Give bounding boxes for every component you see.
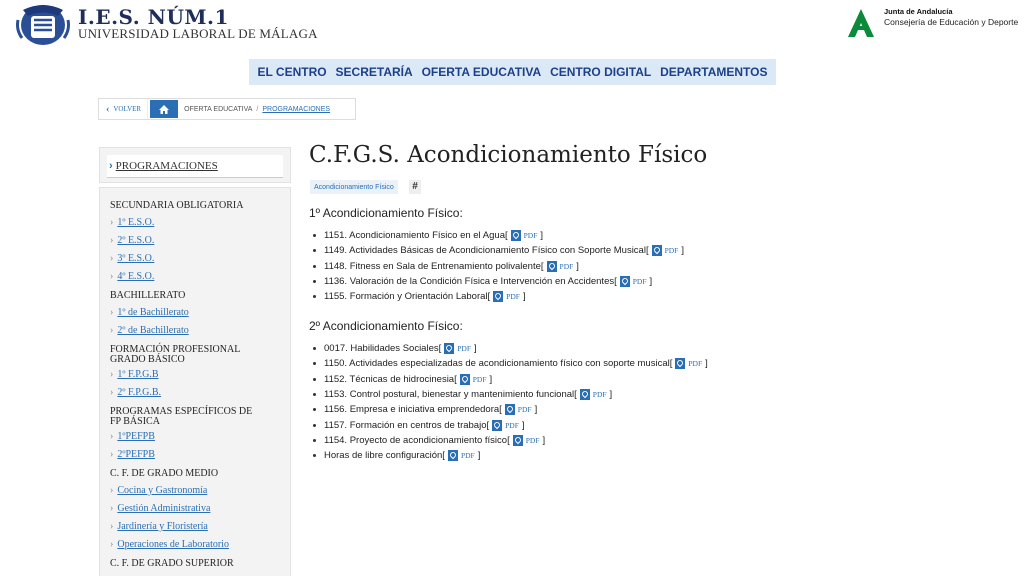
sidebar-header xyxy=(99,147,291,183)
sidebar-link[interactable] xyxy=(110,449,155,460)
bracket: [ xyxy=(669,358,673,370)
pdf-label: PDF xyxy=(460,451,475,461)
nav-departamentos[interactable]: DEPARTAMENTOS xyxy=(660,65,768,79)
nav-oferta-educativa[interactable]: OFERTA EDUCATIVA xyxy=(421,65,542,79)
sidebar-section-heading: BACHILLERATO xyxy=(110,290,186,301)
site-subtitle[interactable]: UNIVERSIDAD LABORAL DE MÁLAGA xyxy=(78,26,318,41)
bracket: ] xyxy=(681,245,684,257)
pdf-label: PDF xyxy=(525,435,540,445)
module-item xyxy=(313,402,708,417)
module-name: 1148. Fitness en Sala de Entrenamiento polivalente xyxy=(324,260,541,272)
breadcrumb-programaciones[interactable]: PROGRAMACIONES xyxy=(262,105,331,113)
module-name: 1136. Valoración de la Condición Física e Intervención en Accidentes xyxy=(324,276,615,288)
pdf-link[interactable] xyxy=(492,420,519,431)
sidebar-link[interactable] xyxy=(110,307,189,318)
nav-centro-digital[interactable]: CENTRO DIGITAL xyxy=(550,65,652,79)
sidebar-link[interactable] xyxy=(110,503,210,514)
bracket: [ xyxy=(438,343,442,355)
pdf-icon xyxy=(513,435,523,446)
pdf-link[interactable] xyxy=(493,291,520,302)
sidebar-section-heading: SECUNDARIA OBLIGATORIA xyxy=(110,200,244,211)
bracket: [ xyxy=(507,434,510,446)
bracket: [ xyxy=(442,450,445,462)
sidebar-link-label: 1º de Bachillerato xyxy=(117,307,189,318)
bullet xyxy=(313,362,316,365)
bracket: ] xyxy=(474,343,477,355)
pdf-icon xyxy=(493,291,503,302)
bracket: ] xyxy=(576,260,579,272)
pdf-label: PDF xyxy=(517,405,532,415)
bullet xyxy=(313,265,316,268)
sidebar-link[interactable] xyxy=(110,325,189,336)
bracket: [ xyxy=(614,276,617,288)
chevron-right-icon: › xyxy=(110,521,114,532)
bracket: ] xyxy=(542,434,546,446)
bullet xyxy=(313,454,316,457)
sidebar-link-label: 2º F.P.G.B. xyxy=(117,387,162,398)
sidebar-link[interactable] xyxy=(110,253,154,264)
hash-tag-button[interactable]: # xyxy=(409,180,421,194)
pdf-link[interactable] xyxy=(513,435,540,446)
sidebar-link[interactable] xyxy=(110,521,208,532)
bracket: ] xyxy=(705,358,708,370)
bullet xyxy=(313,439,316,442)
module-name: 1153. Control postural, bienestar y mantenimiento funcional xyxy=(324,389,575,401)
module-name: 1156. Empresa e iniciativa emprendedora xyxy=(324,404,500,416)
sidebar-link-label: 4º E.S.O. xyxy=(117,271,155,282)
pdf-link[interactable] xyxy=(444,343,471,354)
pdf-link[interactable] xyxy=(580,389,607,400)
chevron-right-icon: › xyxy=(109,160,113,172)
pdf-link[interactable] xyxy=(547,261,574,272)
sidebar-section-heading: PROGRAMAS ESPECÍFICOS DE FP BÁSICA xyxy=(110,406,253,427)
junta-name: Junta de Andalucía xyxy=(884,7,953,16)
bracket: ] xyxy=(489,373,493,385)
pdf-link[interactable] xyxy=(505,404,532,415)
sidebar-link-label: 1ºPEFPB xyxy=(117,431,155,442)
bracket: ] xyxy=(521,419,525,431)
pdf-icon xyxy=(492,420,502,431)
module-item xyxy=(313,259,684,274)
breadcrumb-separator: / xyxy=(256,105,259,113)
chevron-right-icon: › xyxy=(110,431,114,442)
junta-department: Consejería de Educación y Deporte xyxy=(884,17,1019,27)
module-item xyxy=(313,243,684,258)
sidebar-programaciones-link[interactable]: › PROGRAMACIONES xyxy=(107,155,283,178)
chevron-right-icon: › xyxy=(110,503,114,514)
module-item xyxy=(313,341,708,356)
bracket: ] xyxy=(534,404,538,416)
pdf-label: PDF xyxy=(472,374,487,384)
chevron-right-icon: › xyxy=(110,307,114,318)
pdf-label: PDF xyxy=(632,277,647,287)
bracket: [ xyxy=(645,245,649,257)
section-title: 2º Acondicionamiento Físico: xyxy=(309,319,463,333)
pdf-label: PDF xyxy=(688,359,703,369)
pdf-icon xyxy=(448,450,458,461)
sidebar-link-label: Cocina y Gastronomía xyxy=(117,485,208,496)
module-list xyxy=(313,341,708,463)
sidebar-link-label: 3º E.S.O. xyxy=(117,253,155,264)
sidebar-link[interactable] xyxy=(110,235,154,246)
bracket: [ xyxy=(540,260,544,272)
breadcrumb-oferta[interactable]: OFERTA EDUCATIVA xyxy=(184,105,253,113)
bracket: [ xyxy=(574,389,577,401)
sidebar-section-heading: FORMACIÓN PROFESIONAL GRADO BÁSICO xyxy=(110,344,240,365)
module-name: 1150. Actividades especializadas de acondicionamiento físico con soporte musical xyxy=(324,358,670,370)
bracket: ] xyxy=(609,389,613,401)
pdf-icon xyxy=(444,343,454,354)
bracket: [ xyxy=(454,373,457,385)
chevron-right-icon: › xyxy=(110,539,114,550)
pdf-link[interactable] xyxy=(652,245,679,256)
sidebar-link[interactable] xyxy=(110,539,229,550)
pdf-icon xyxy=(652,245,662,256)
site-title[interactable]: I.E.S. NÚM.1 xyxy=(78,5,229,29)
module-item xyxy=(313,448,708,463)
sidebar-link-label: Operaciones de Laboratorio xyxy=(117,539,229,550)
chevron-right-icon: › xyxy=(110,271,114,282)
sidebar-link-label: 1º E.S.O. xyxy=(117,217,155,228)
pdf-link[interactable] xyxy=(448,450,475,461)
bracket: [ xyxy=(504,230,508,242)
pdf-link[interactable] xyxy=(620,276,647,287)
sidebar-link[interactable] xyxy=(110,271,154,282)
bullet xyxy=(313,378,316,381)
sidebar-link-label: 1º F.P.G.B xyxy=(117,369,159,380)
pdf-label: PDF xyxy=(523,231,538,241)
bracket: [ xyxy=(486,419,490,431)
pdf-label: PDF xyxy=(592,390,607,400)
module-list xyxy=(313,228,684,304)
chevron-right-icon: › xyxy=(110,325,114,336)
chevron-right-icon: › xyxy=(110,449,114,460)
pdf-label: PDF xyxy=(457,344,472,354)
chevron-right-icon: › xyxy=(110,217,114,228)
nav-el-centro[interactable]: EL CENTRO xyxy=(257,65,327,79)
chevron-left-icon: ‹ xyxy=(106,103,110,115)
sidebar-link-label: Jardinería y Floristería xyxy=(117,521,208,532)
pdf-icon xyxy=(460,374,470,385)
bracket: ] xyxy=(477,450,481,462)
chevron-right-icon: › xyxy=(110,369,114,380)
junta-andalucia-logo-icon[interactable] xyxy=(846,8,876,38)
pdf-icon xyxy=(505,404,515,415)
chevron-right-icon: › xyxy=(110,485,114,496)
pdf-icon xyxy=(511,230,521,241)
module-name: 1157. Formación en centros de trabajo xyxy=(324,419,487,431)
sidebar-link[interactable] xyxy=(110,485,207,496)
module-name: 1149. Actividades Básicas de Acondicionamiento Físico con Soporte Musical xyxy=(324,245,646,257)
bullet xyxy=(313,234,316,237)
main-nav xyxy=(249,59,776,85)
module-item xyxy=(313,274,684,289)
bracket: ] xyxy=(649,276,653,288)
pdf-icon xyxy=(675,358,685,369)
module-name: Horas de libre configuración xyxy=(324,450,443,462)
module-item xyxy=(313,372,708,387)
nav-secretaria[interactable]: SECRETARÍA xyxy=(335,65,413,79)
module-name: 0017. Habilidades Sociales xyxy=(324,343,439,355)
tag-acondicionamiento[interactable]: Acondicionamiento Físico xyxy=(310,180,398,194)
module-name: 1155. Formación y Orientación Laboral xyxy=(324,291,488,303)
module-item xyxy=(313,228,684,243)
module-name: 1154. Proyecto de acondicionamiento físico xyxy=(324,434,508,446)
page-title: C.F.G.S. Acondicionamiento Físico xyxy=(309,142,708,168)
home-button[interactable] xyxy=(150,100,178,118)
sidebar-section-heading: C. F. DE GRADO MEDIO xyxy=(110,468,219,479)
pdf-icon xyxy=(580,389,590,400)
bracket: [ xyxy=(487,291,491,303)
sidebar-link-label: Gestión Administrativa xyxy=(117,503,211,514)
bullet xyxy=(313,249,316,252)
pdf-label: PDF xyxy=(559,261,574,271)
sidebar-link-label: 2º E.S.O. xyxy=(117,235,155,246)
pdf-label: PDF xyxy=(505,420,519,430)
bullet xyxy=(313,280,316,283)
breadcrumb xyxy=(98,98,356,120)
bracket: ] xyxy=(540,230,544,242)
pdf-icon xyxy=(620,276,630,287)
sidebar-section-heading: C. F. DE GRADO SUPERIOR xyxy=(110,558,234,569)
sidebar-link[interactable] xyxy=(110,217,154,228)
bullet xyxy=(313,424,316,427)
chevron-right-icon: › xyxy=(110,253,114,264)
pdf-link[interactable] xyxy=(675,358,702,369)
sidebar-link[interactable] xyxy=(110,369,159,380)
sidebar-link[interactable] xyxy=(110,387,161,398)
pdf-link[interactable] xyxy=(511,230,538,241)
bullet xyxy=(313,408,316,411)
module-name: 1152. Técnicas de hidrocinesia xyxy=(324,373,455,385)
bullet xyxy=(313,347,316,350)
back-button[interactable]: ‹ VOLVER xyxy=(99,99,148,119)
bullet xyxy=(313,295,316,298)
bracket: [ xyxy=(499,404,502,416)
sidebar-link[interactable] xyxy=(110,431,155,442)
sidebar-link-label: 2ºPEFPB xyxy=(117,449,155,460)
chevron-right-icon: › xyxy=(110,235,114,246)
module-item xyxy=(313,433,708,448)
section-title: 1º Acondicionamiento Físico: xyxy=(309,206,463,220)
pdf-icon xyxy=(547,261,557,272)
home-icon xyxy=(159,105,169,114)
module-item xyxy=(313,417,708,432)
pdf-label: PDF xyxy=(664,246,679,256)
module-item xyxy=(313,387,708,402)
module-item xyxy=(313,356,708,371)
bullet xyxy=(313,393,316,396)
module-name: 1151. Acondicionamiento Físico en el Agua xyxy=(324,230,505,242)
chevron-right-icon: › xyxy=(110,387,114,398)
pdf-label: PDF xyxy=(506,292,520,302)
school-logo-icon[interactable] xyxy=(14,0,72,46)
sidebar-link-label: 2º de Bachillerato xyxy=(117,325,189,336)
bracket: ] xyxy=(522,291,526,303)
module-item xyxy=(313,289,684,304)
pdf-link[interactable] xyxy=(460,374,487,385)
